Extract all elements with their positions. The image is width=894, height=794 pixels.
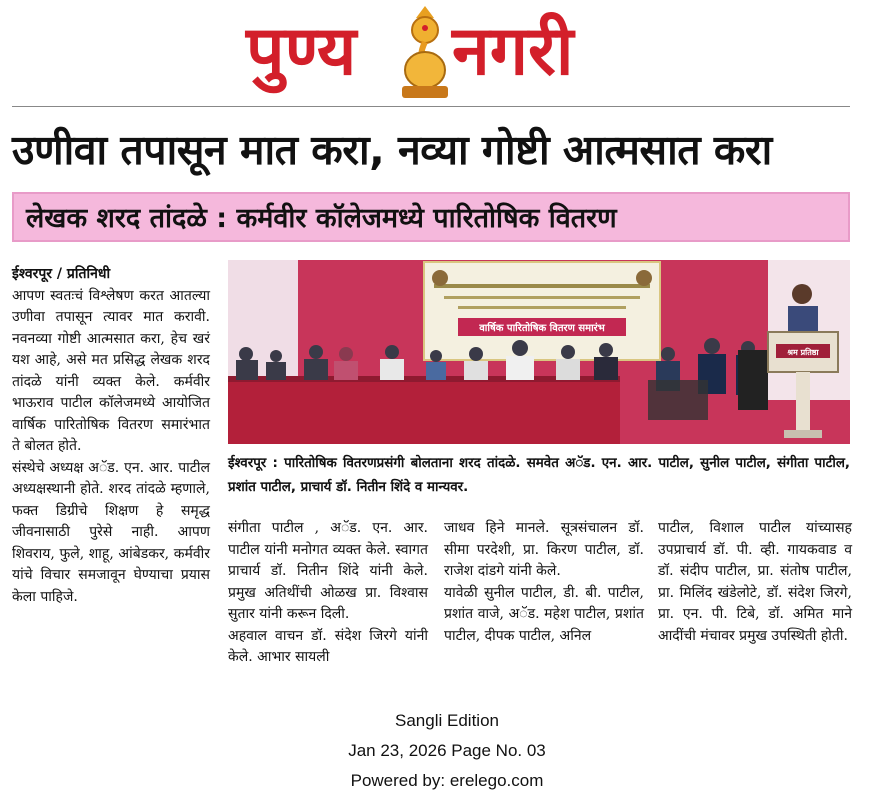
podium-label: श्रम प्रतिष्ठा — [787, 348, 819, 357]
event-photo-illustration — [228, 260, 850, 444]
article-column-1-text: आपण स्वतःचं विश्लेषण करत आतल्या उणीवा तपासून त्यावर मात करावी. नवनव्या गोष्टी आत्मसात करा, हेच खरं यश आहे, असे मत प्रसिद्ध लेखक शरद तांदळे यांनी व्यक्त केले. कर्मवीर भाऊराव पाटील कॉलेजमध्ये आयोजित वार्षिक पारितोषिक वितरण समारंभात ते बोलत होते. संस्थेचे अध्यक्ष अॅड. एन. आर. पाटील अध्यक्षस्थानी होते. शरद तांदळे म्हणाले, फक्त डिग्रीचे शिक्षण हे समृद्ध जीवनासाठी पुरेसे नाही. आपण शिवराय, फुले, शाहू, आंबेडकर, कर्मवीर यांचे विचार समजावून घेण्याचा प्रयास केला पाहिजे. — [12, 287, 210, 605]
powered-by-label: Powered by: erelego.com — [350, 771, 544, 790]
article-column-1 — [12, 264, 210, 608]
article-column-3: जाधव हिने मानले. सूत्रसंचालन डॉ. सीमा परदेशी, प्रा. किरण पाटील, डॉ. राजेश दांडगे यांनी केले. यावेळी सुनील पाटील, डी. बी. पाटील, प्रशांत वाजे, अॅड. महेश पाटील, प्रशांत पाटील, दीपक पाटील, अनिल — [444, 520, 644, 644]
logo-text-right: नगरी — [452, 12, 574, 91]
logo-text-left: पुण्य — [246, 12, 357, 91]
banner-title: वार्षिक पारितोषिक वितरण समारंभ — [479, 323, 605, 334]
subheadline: लेखक शरद तांदळे : कर्मवीर कॉलेजमध्ये पारितोषिक वितरण — [12, 192, 850, 242]
edition-label: Sangli Edition — [395, 711, 499, 730]
article-column-4: पाटील, विशाल पाटील यांच्यासह उपप्राचार्य डॉ. पी. व्ही. गायकवाड व डॉ. संदीप पाटील, प्रा. संतोष पाटील, प्रा. मिलिंद खंडेलोटे, डॉ. संदेश जिरगे, प्रा. एन. पी. टिबे, डॉ. अमित माने आदींची मंचावर प्रमुख उपस्थिती होती. — [658, 520, 852, 644]
masthead-divider — [12, 106, 850, 107]
photo-caption: ईश्वरपूर : पारितोषिक वितरणप्रसंगी बोलताना शरद तांदळे. समवेत अॅड. एन. आर. पाटील, सुनील पाटील, संगीता पाटील, प्रशांत पाटील, प्राचार्य डॉ. नितीन शिंदे व मान्यवर. — [228, 456, 850, 495]
dateline: ईश्वरपूर / प्रतिनिधी — [12, 266, 111, 282]
article-column-2: संगीता पाटील , अॅड. एन. आर. पाटील यांनी मनोगत व्यक्त केले. स्वागत प्राचार्य डॉ. नितीन शिंदे यांनी केले. प्रमुख अतिथींची ओळख प्रा. विश्वास सुतार यांनी करून दिली. अहवाल वाचन डॉ. संदेश जिरगे यांनी केले. आभार सायली — [228, 520, 428, 665]
headline: उणीवा तपासून मात करा, नव्या गोष्टी आत्मसात करा — [12, 126, 772, 174]
event-photo — [228, 260, 850, 444]
ganesha-logo-icon — [394, 4, 456, 100]
masthead — [0, 0, 894, 104]
date-page-label: Jan 23, 2026 Page No. 03 — [348, 741, 546, 760]
